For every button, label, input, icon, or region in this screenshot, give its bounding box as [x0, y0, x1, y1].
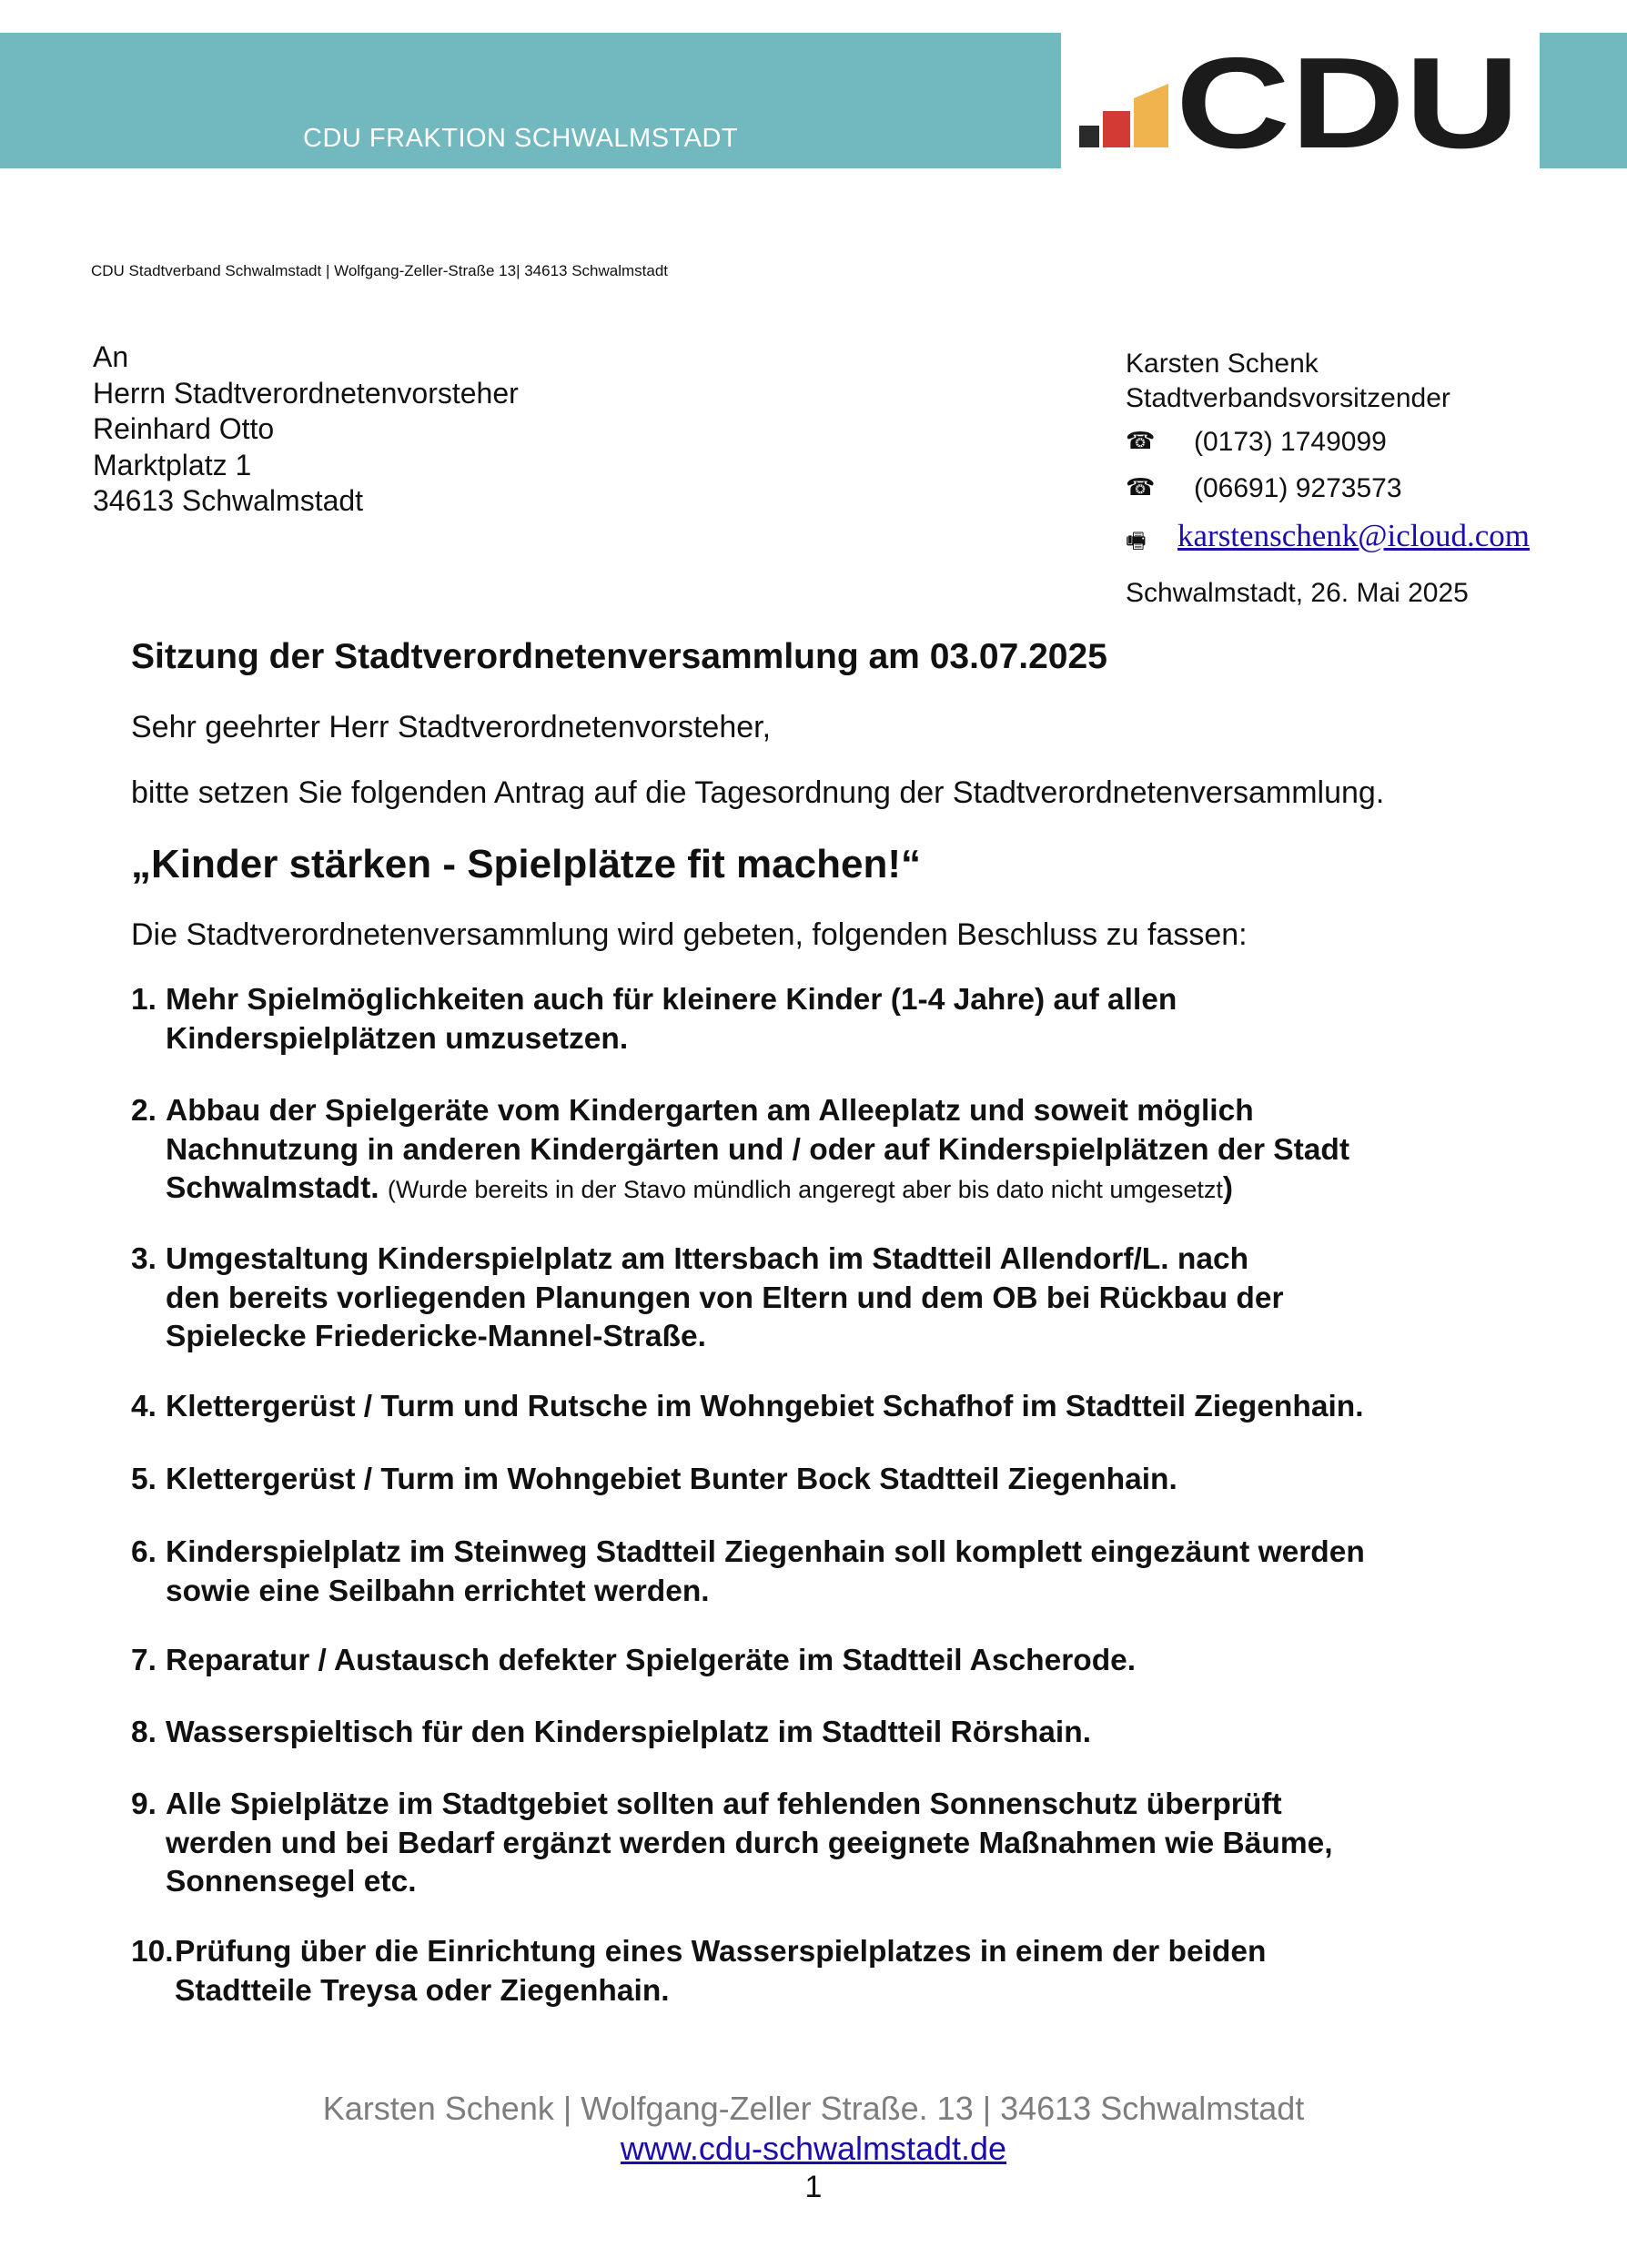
- contact-role: Stadtverbandsvorsitzender: [1126, 383, 1450, 413]
- recipient-line: Marktplatz 1: [93, 448, 252, 481]
- contact-name: Karsten Schenk: [1126, 349, 1319, 379]
- item-number: 4.: [131, 1390, 157, 1423]
- footer-address: Karsten Schenk | Wolfgang-Zeller Straße. 13 | 34613 Schwalmstadt: [322, 2090, 1305, 2127]
- item-line: Abbau der Spielgeräte vom Kindergarten am Alleeplatz und soweit möglich: [166, 1094, 1254, 1128]
- salutation: Sehr geehrter Herr Stadtverordnetenvorsteher,: [131, 710, 772, 744]
- item-line: Sonnensegel etc.: [166, 1865, 417, 1898]
- website-link[interactable]: www.cdu-schwalmstadt.de: [620, 2130, 1007, 2167]
- item-line: Nachnutzung in anderen Kindergärten und / oder auf Kinderspielplätzen der Stadt: [166, 1132, 1350, 1167]
- header-band-right: [1540, 33, 1627, 168]
- sender-line: CDU Stadtverband Schwalmstadt | Wolfgang-Zeller-Straße 13| 34613 Schwalmstadt: [91, 262, 669, 279]
- phone-icon: ☎: [1126, 473, 1156, 501]
- item-line: Mehr Spielmöglichkeiten auch für kleinere Kinder (1-4 Jahre) auf allen: [166, 983, 1177, 1017]
- item-number: 1.: [131, 983, 157, 1017]
- intro-text: bitte setzen Sie folgenden Antrag auf die Tagesordnung der Stadtverordnetenversammlung.: [131, 775, 1385, 810]
- item-note: (Wurde bereits in der Stavo mündlich angeregt aber bis dato nicht umgesetzt: [387, 1176, 1223, 1203]
- recipient-line: Reinhard Otto: [93, 412, 275, 445]
- item-line: Reparatur / Austausch defekter Spielgeräte im Stadtteil Ascherode.: [166, 1644, 1137, 1677]
- logo-text: CDU: [1176, 46, 1520, 155]
- item-number: 3.: [131, 1242, 157, 1276]
- item-number: 9.: [131, 1787, 157, 1821]
- faction-title: CDU FRAKTION SCHWALMSTADT: [303, 124, 739, 153]
- recipient-line: An: [93, 340, 129, 373]
- logo-bar-dark: [1079, 126, 1099, 147]
- fax-icon: 🖷: [1126, 529, 1147, 553]
- item-number: 5.: [131, 1463, 157, 1496]
- item-line: Kinderspielplätzen umzusetzen.: [166, 1021, 629, 1056]
- item-line: werden und bei Bedarf ergänzt werden durch geeignete Maßnahmen wie Bäume,: [166, 1826, 1333, 1860]
- logo-bar-yellow: [1134, 84, 1168, 147]
- item-number: 7.: [131, 1644, 157, 1677]
- item-line: Schwalmstadt.: [166, 1171, 379, 1205]
- item-line: Klettergerüst / Turm im Wohngebiet Bunter Bock Stadtteil Ziegenhain.: [166, 1463, 1177, 1496]
- item-number: 6.: [131, 1535, 157, 1569]
- item-line: Wasserspieltisch für den Kinderspielplatz im Stadtteil Rörshain.: [166, 1716, 1092, 1749]
- recipient-address: [93, 339, 519, 520]
- logo-bar-red: [1103, 111, 1130, 147]
- item-line: Alle Spielplätze im Stadtgebiet sollten auf fehlenden Sonnenschutz überprüft: [166, 1787, 1282, 1821]
- item-line: Stadtteile Treysa oder Ziegenhain.: [175, 1973, 670, 2008]
- page-number: 1: [804, 2170, 823, 2204]
- item-number: 8.: [131, 1716, 157, 1749]
- contact-phone-landline: (06691) 9273573: [1194, 473, 1402, 503]
- item-line: Klettergerüst / Turm und Rutsche im Wohngebiet Schafhof im Stadtteil Ziegenhain.: [166, 1390, 1364, 1423]
- cdu-logo: [1074, 46, 1529, 155]
- item-line: Kinderspielplatz im Steinweg Stadtteil Ziegenhain soll komplett eingezäunt werden: [166, 1535, 1365, 1569]
- contact-email-link[interactable]: karstenschenk@icloud.com: [1177, 518, 1530, 553]
- item-line: Spielecke Friedericke-Mannel-Straße.: [166, 1320, 706, 1353]
- item-line: den bereits vorliegenden Planungen von Eltern und dem OB bei Rückbau der: [166, 1281, 1284, 1315]
- phone-icon: ☎: [1126, 427, 1156, 454]
- item-number: 2.: [131, 1094, 157, 1128]
- item-line: Prüfung über die Einrichtung eines Wasserspielplatzes in einem der beiden: [175, 1935, 1267, 1969]
- motion-title: „Kinder stärken - Spielplätze fit machen!“: [131, 842, 921, 886]
- letter-heading: Sitzung der Stadtverordnetenversammlung am 03.07.2025: [131, 637, 1107, 676]
- place-date: Schwalmstadt, 26. Mai 2025: [1126, 578, 1469, 608]
- recipient-line: Herrn Stadtverordnetenvorsteher: [93, 376, 519, 410]
- request-text: Die Stadtverordnetenversammlung wird gebeten, folgenden Beschluss zu fassen:: [131, 917, 1248, 952]
- item-line: Umgestaltung Kinderspielplatz am Ittersbach im Stadtteil Allendorf/L. nach: [166, 1242, 1249, 1276]
- recipient-line: 34613 Schwalmstadt: [93, 484, 364, 517]
- item-line: sowie eine Seilbahn errichtet werden.: [166, 1574, 710, 1608]
- contact-phone-mobile: (0173) 1749099: [1194, 427, 1387, 457]
- item-number: 10.: [131, 1935, 174, 1969]
